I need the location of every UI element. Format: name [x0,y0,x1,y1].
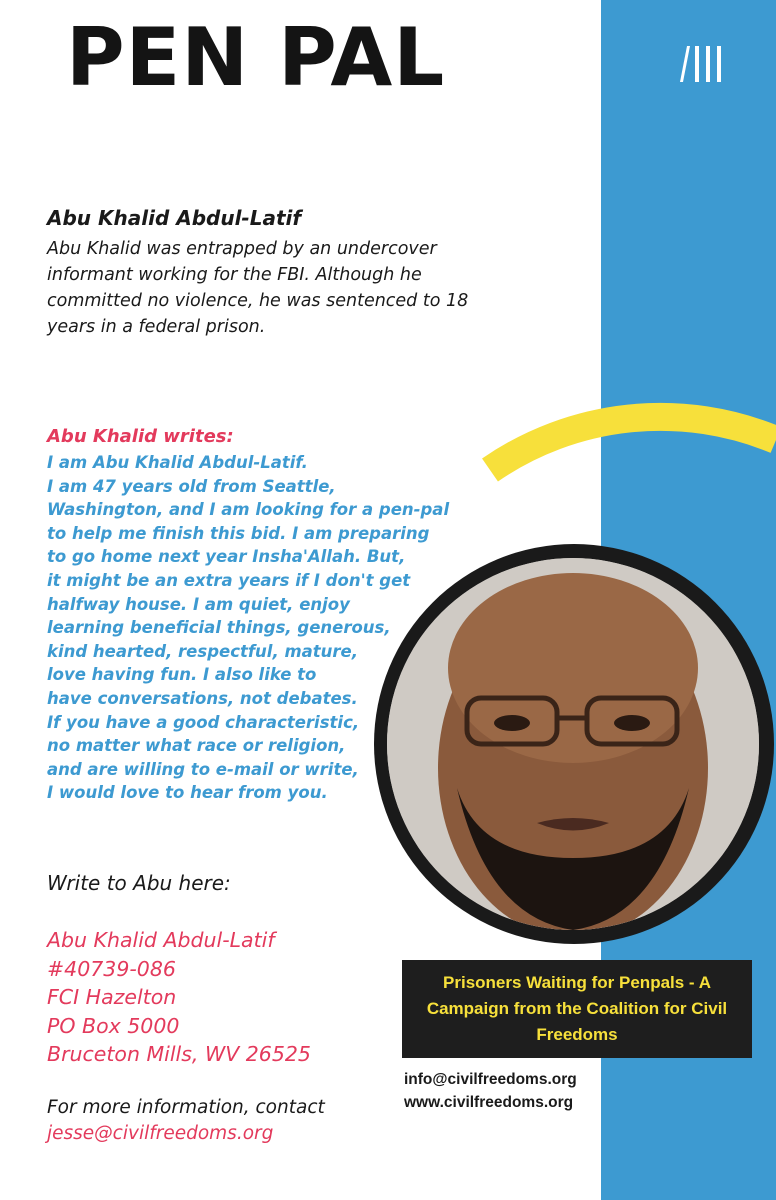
address-line: FCI Hazelton [47,985,177,1009]
contact-email-link[interactable]: jesse@civilfreedoms.org [47,1123,274,1144]
campaign-banner [402,960,752,1058]
letter-line: it might be an extra years if I don't get [47,570,411,590]
more-info-label: For more information, contact [47,1097,325,1118]
address-line: PO Box 5000 [47,1013,180,1038]
letter-line: and are willing to e-mail or write, [47,759,359,779]
letter-line: to help me finish this bid. I am preparing [47,523,430,543]
letter-line: have conversations, not debates. [47,688,358,708]
letter-line: I am 47 years old from Seattle, [47,476,336,496]
info-email-link[interactable]: info@civilfreedoms.org [404,1071,577,1088]
organization-contact [404,1068,577,1114]
prisoner-name: Abu Khalid Abdul-Latif [47,206,302,230]
more-info [47,1095,325,1147]
letter-line: no matter what race or religion, [47,736,346,756]
letter-line: kind hearted, respectful, mature, [47,641,359,661]
letter-label: Abu Khalid writes: [47,426,234,447]
campaign-text: Prisoners Waiting for Penpals - A Campaign from the Coalition for Civil Freedoms [426,973,728,1044]
letter-line: If you have a good characteristic, [47,712,360,732]
address-line: Abu Khalid Abdul-Latif [47,928,275,952]
letter-line: to go home next year Insha'Allah. But, [47,547,406,567]
letter-line: love having fun. I also like to [47,665,317,685]
address-heading: Write to Abu here: [47,871,231,895]
prisoner-bio: Abu Khalid was entrapped by an undercover informant working for the FBI. Although he committed no violence, he was sentenced to 18 years in a federal prison. [47,239,469,337]
letter-line: halfway house. I am quiet, enjoy [47,594,350,614]
website-link[interactable]: www.civilfreedoms.org [404,1094,574,1111]
letter-line: Washington, and I am looking for a pen-pal [47,500,450,520]
page-title: PEN PAL [66,11,446,104]
letter-body [47,451,487,805]
letter-line: I am Abu Khalid Abdul-Latif. [47,453,308,472]
address-line: #40739-086 [47,956,176,981]
mailing-address [47,926,311,1069]
organization-logo-icon [680,46,730,82]
letter-line: learning beneficial things, generous, [47,618,391,638]
letter-line: I would love to hear from you. [47,783,328,803]
address-line: Bruceton Mills, WV 26525 [47,1042,311,1066]
